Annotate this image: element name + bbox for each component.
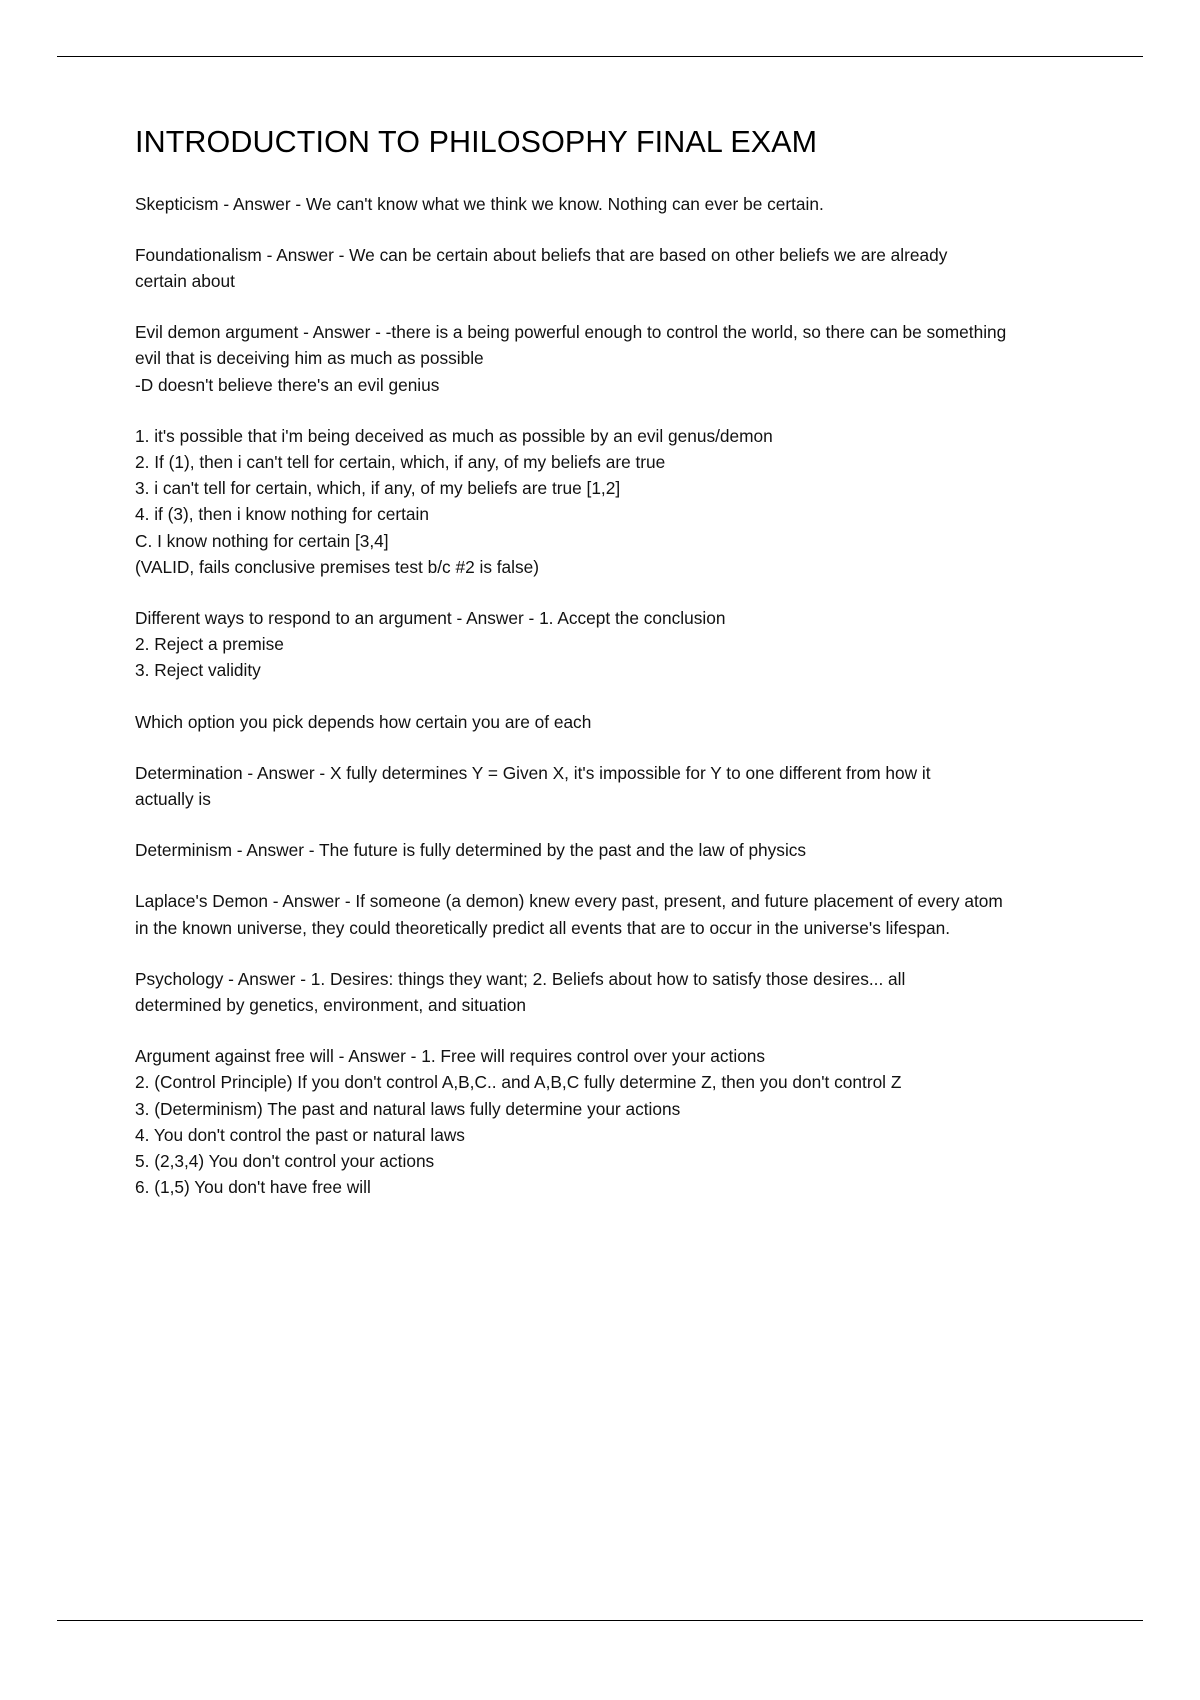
entry-line: Which option you pick depends how certain you are of each (135, 711, 592, 732)
entry-line: 5. (2,3,4) You don't control your actions (135, 1151, 435, 1172)
entry-line: Laplace's Demon - Answer - If someone (a demon) knew every past, present, and future placement of every atom in the known universe, they could theoretically predict all events that are to occur in the universe's lifespan. (135, 891, 1003, 938)
document-body (135, 124, 1015, 1200)
entry-line: Different ways to respond to an argument - Answer - 1. Accept the conclusion (135, 608, 726, 629)
entry-ways-to-respond (135, 605, 1010, 684)
entry-line: 2. If (1), then i can't tell for certain, which, if any, of my beliefs are true (135, 452, 666, 473)
entry-line: 6. (1,5) You don't have free will (135, 1177, 371, 1198)
entry-line: Argument against free will - Answer - 1. Free will requires control over your actions (135, 1046, 766, 1067)
entry-line: 3. (Determinism) The past and natural laws fully determine your actions (135, 1098, 681, 1119)
entry-which-option (135, 709, 1010, 735)
entry-line: Psychology - Answer - 1. Desires: things they want; 2. Beliefs about how to satisfy those desires... all determined by genetics, environment, and situation (135, 968, 906, 1016)
entry-evil-demon-argument (135, 319, 1010, 398)
entry-line: Determination - Answer - X fully determines Y = Given X, it's impossible for Y to one different from how it actually is (135, 762, 931, 810)
entry-foundationalism (135, 242, 980, 294)
entry-laplaces-demon (135, 888, 1010, 940)
entry-line: 2. (Control Principle) If you don't control A,B,C.. and A,B,C fully determine Z, then you don't control Z (135, 1072, 902, 1093)
entry-line: Skepticism - Answer - We can't know what we think we know. Nothing can ever be certain. (135, 193, 824, 214)
entry-skepticism (135, 191, 975, 217)
entry-line: Foundationalism - Answer - We can be certain about beliefs that are based on other beliefs we are already certain about (135, 244, 948, 291)
page-title: INTRODUCTION TO PHILOSOPHY FINAL EXAM (135, 125, 818, 159)
footer-divider-line (57, 1620, 1143, 1621)
entry-line: 4. You don't control the past or natural laws (135, 1124, 465, 1145)
entry-argument-against-free-will (135, 1043, 1000, 1200)
entry-determinism (135, 837, 1025, 863)
entry-line: 4. if (3), then i know nothing for certain (135, 504, 429, 525)
header-divider-line (57, 56, 1143, 57)
entry-line: (VALID, fails conclusive premises test b/c #2 is false) (135, 556, 540, 577)
entry-line: 2. Reject a premise (135, 634, 284, 655)
entry-line: 3. i can't tell for certain, which, if any, of my beliefs are true [1,2] (135, 478, 621, 499)
entry-determination (135, 760, 985, 812)
entry-argument-premises (135, 423, 1010, 580)
entry-line: 3. Reject validity (135, 660, 261, 681)
entry-line: 1. it's possible that i'm being deceived as much as possible by an evil genus/demon (135, 425, 773, 446)
entry-line: Evil demon argument - Answer - -there is a being powerful enough to control the world, so there can be something evil that is deceiving him as much as possible (135, 322, 1007, 369)
entry-line: Determinism - Answer - The future is fully determined by the past and the law of physics (135, 840, 807, 861)
entry-psychology (135, 966, 975, 1018)
entry-line: -D doesn't believe there's an evil genius (135, 374, 440, 395)
entry-line: C. I know nothing for certain [3,4] (135, 530, 389, 551)
